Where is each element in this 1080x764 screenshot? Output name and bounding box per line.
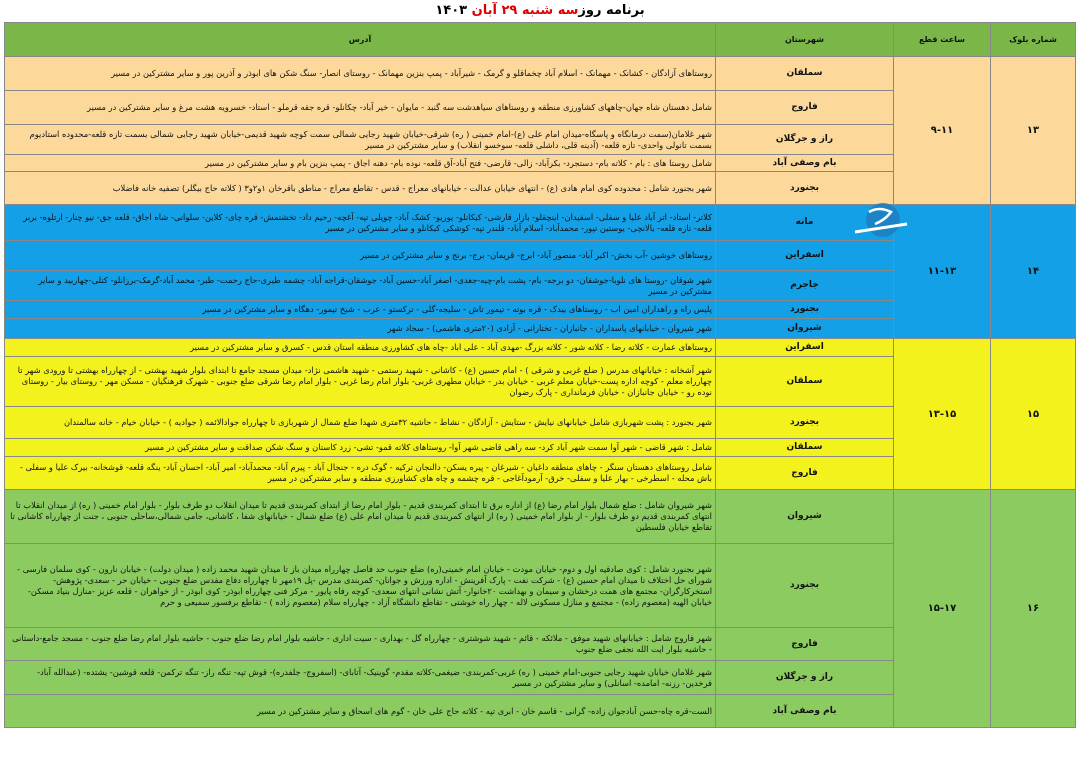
header-row bbox=[5, 23, 1076, 57]
block-number: ۱۳ bbox=[991, 57, 1076, 205]
outage-time: ۱۵-۱۷ bbox=[894, 490, 991, 728]
address-cell: روستاهای خوشین -آب بخش- اکبر آباد- منصور آباد- ابرج- قریمان- برج- برنج و سایر مشترکین در مسیر bbox=[5, 241, 716, 271]
address-cell: روستاهای عمارت - کلاته رضا - کلاته شور - کلاته بزرگ -مهدی آباد - علی اباد -چاه های کشاورزی منطقه استان قدس - کسرق و سایر مشترکین در مسیر bbox=[5, 339, 716, 357]
county-cell: بجنورد bbox=[716, 172, 894, 205]
address-cell: شهر شیروان شامل : ضلع شمال بلوار امام رضا (ع) از اداره برق تا ابتدای کمربندی قدیم - بلوار امام رضا از ابتدای کمربندی قدیم تا میدان انقلاب دو طرف بلوار - بلوار امام خمینی ( ره) از میدان انقلاب تا انتهای کمربندی قدیم دو طرف بلوار - از بلوار امام خمینی ( ره) از انتهای کمربندی قدیم تا میدان امام علی (ع) ضلع شمال - خیابانهای شفا ، کاشانی، جامی شمالی،ساحلی جنوبی ، جنت از چهارراه کاشانی تا تقاطع خیابان فلسطین bbox=[5, 490, 716, 544]
county-cell: بجنورد bbox=[716, 407, 894, 439]
address-cell: شامل روستاهای دهستان سنگر - چاهای منطقه داغیان - شیرغان - پیره یسکن- دالنجان ترکیه - گوک دره - جنجال آباد - پیرم آباد- محمدآباد- امیر آباد- احسان آباد- ینگه قلعه- قوشخانه- بیرک علیا و سفلی - باش محله - اسطرخی - بهار علیا و سفلی- خرق- آرمودآغاجی - قره چشمه و چاه های کشاورزی منطقه و سایر مشترکین در مسیر bbox=[5, 457, 716, 490]
county-cell: بام وصفی آباد bbox=[716, 695, 894, 728]
block-number: ۱۴ bbox=[991, 205, 1076, 339]
address-cell: کلاتر- استاد- اتر آباد علیا و سفلی- اسفیدان- اینچقلو- بازار قارشی- کیکانلو- یوریو- کشک آباد- چویلی تپه- آغچه- رحیم داد- تخشتمش- قره چای- کلاین- سلوانی- شاه اجاق- قلعه جق- نیو چنار- ارتلوه- بربر قلعه- تازه قلعه- یالانچی- یوستین تپور- محمدآباد- اسلام آباد- قلندر تپه- کوشکی کیکانلو و سایر مشترکین در مسیر bbox=[5, 205, 716, 241]
address-cell: الست-قره چاه-حسن آبادجوان زاده- گرانی - قاسم خان - ابری تپه - کلاته حاج علی خان - گوم های اسحاق و سایر مشترکین در مسیر bbox=[5, 695, 716, 728]
address-cell: شهر شوقان -روستا های نلوبا-جوشقان- دو برجه- بام- پشت بام-چیه-جغدی- اصغر آباد-حسین آباد- جوشقان-قراجه آباد- چشمه طیری-حاج رحمت- طبر- محمد آباد-گرمک-برزانلو- کتلی-چهاربید و سایر مشترکین در مسیر bbox=[5, 271, 716, 301]
title-year: ۱۴۰۳ bbox=[435, 3, 468, 18]
table-row bbox=[5, 339, 1076, 357]
block-number: ۱۶ bbox=[991, 490, 1076, 728]
news-logo bbox=[851, 198, 911, 246]
table-row bbox=[5, 57, 1076, 91]
outage-time: ۱۱-۱۳ bbox=[894, 205, 991, 339]
county-cell: شیروان bbox=[716, 319, 894, 339]
address-cell: شامل روستا های : بام - کلاته بام- دستجرد- بکرآباد- زالی- قارضی- فتح آباد-آق قلعه- نوده بام- دهنه اجاق - پمپ بنزین بام و سایر مشترکین در مسیر bbox=[5, 155, 716, 172]
county-cell: فاروج bbox=[716, 91, 894, 125]
title-prefix: برنامه روز bbox=[578, 3, 645, 18]
address-cell: شهر غلامان(سمت درمانگاه و پاسگاه-میدان امام علی (ع)-امام خمینی ( ره) شرقی-خیابان شهید رجایی شمالی سمت کوچه شهید قدیمی-خیابان شهید رجایی شمالی بسمت تازه قلعه-محدوده استادیوم بسمت تانولی واحدی- تازه قلعه- (آدینه قلی، داشلی قلعه- سوخسو انقلاب) و سایر مشترکین در مسیر bbox=[5, 125, 716, 155]
header-county: شهرستان bbox=[716, 23, 894, 57]
address-cell: شهر بجنورد شامل : کوی صادقیه اول و دوم- خیابان مودت - خیابان امام خمینی(ره) ضلع جنوب حد فاصل چهارراه میدان باز تا میدان شهید محمد زاده ( میدان دولت) - خیابان نارون - کوی سلمان فارسی - شورای حل اختلاف تا میدان امام حسین (ع) - شرکت نفت - پارک آفرینش - اداره ورزش و جوانان- کمربندی مدرس -پل ۱۹مهر تا چهارراه دفاع مقدس ضلع جنوبی - خیابان حر - سعدی- پژوهش- استخرکارگران- مجتمع های همت درخشان و سیمان و بهداشت ۲۰خانوار- آتش نشانی انتهای سعدی- کوچه رفاه پایور - مرکز فنی چهارراه ابوذر- کوی ابوذر - از خواهران - قلعه عزیز -منازل بنیاد مسکن- خیابان الهیه (معصوم زاده) - مجتمع و منازل مسکونی لاله - چهار راه خوشتی - تقاطع دانشگاه آزاد - چهارراه سلام (معصوم زاده ) - تقاطع برفسور سمیعی و حرم bbox=[5, 544, 716, 628]
county-cell: سملقان bbox=[716, 357, 894, 407]
county-cell: راز و جرگلان bbox=[716, 661, 894, 695]
address-cell: شهر بجنورد : پشت شهربازی شامل خیابانهای نیایش - ستایش - آزادگان - نشاط - حاشیه ۳۲متری شهدا ضلع شمال از شهربازی تا چهارراه جوادالائمه ( جوادیه ) - خیابان خیام - خانه سالمندان bbox=[5, 407, 716, 439]
header-time: ساعت قطع bbox=[894, 23, 991, 57]
county-cell: راز و جرگلان bbox=[716, 125, 894, 155]
county-cell: بجنورد bbox=[716, 301, 894, 319]
county-cell: سملقان bbox=[716, 439, 894, 457]
address-cell: شهر بجنورد شامل : محدوده کوی امام هادی (ع) - انتهای خیابان عدالت - خیابانهای معراج - قدس - تقاطع معراج - مناطق باقرخان ۱و۲و۳ ( کلاته حاج بیگلر) تصفیه خانه فاضلاب bbox=[5, 172, 716, 205]
county-cell: سملقان bbox=[716, 57, 894, 91]
block-number: ۱۵ bbox=[991, 339, 1076, 490]
title-day: سه شنبه ۲۹ آبان bbox=[471, 3, 579, 18]
county-cell: فاروج bbox=[716, 628, 894, 661]
address-cell: روستاهای آزادگان - کشانک - مهمانک - اسلام آباد چخماقلو و گرمک - شیرآباد - پمپ بنزین مهمانک - روستای انصار- سنگ شکن های ابوذر و آذرین پور و سایر مشترکین در مسیر bbox=[5, 57, 716, 91]
county-cell: بام وصفی آباد bbox=[716, 155, 894, 172]
address-cell: شهر شیروان - خیابانهای پاسداران - جانبازان - تختارانی - آزادی (۲۰متری هاشمی) - سجاد شهر bbox=[5, 319, 716, 339]
county-cell: مانه bbox=[716, 205, 894, 241]
county-cell: جاجرم bbox=[716, 271, 894, 301]
address-cell: شهر غلامان خیابان شهید رجایی جنوبی-امام خمینی ( ره) غربی-کمربندی- ضیغمی-کلاته مقدم- گوینیک- آتابای- (اسفروج- جلفدره)- قوش تپه- تنگه راز- تنگه ترکمن- قلعه قوشین- یشتده- (عبدالله آباد- فرخدین- رزنه- امامده- اسانلی) و سایر مشترکین در مسیر bbox=[5, 661, 716, 695]
header-address: آدرس bbox=[5, 23, 716, 57]
schedule-table bbox=[4, 22, 1076, 728]
address-cell: شامل دهستان شاه جهان-چاههای کشاورزی منطقه و روستاهای سیاهدشت سه گنبد - مایوان - خیر آباد- چکانلو- قره جقه قرملو - استاد- خسرویه هشت مرغ و سایر مشترکین در مسیر bbox=[5, 91, 716, 125]
county-cell: اسفراین bbox=[716, 241, 894, 271]
county-cell: شیروان bbox=[716, 490, 894, 544]
header-block: شماره بلوک bbox=[991, 23, 1076, 57]
outage-time: ۱۳-۱۵ bbox=[894, 339, 991, 490]
county-cell: فاروج bbox=[716, 457, 894, 490]
county-cell: بجنورد bbox=[716, 544, 894, 628]
address-cell: شهر آشخانه : خیابانهای مدرس ( ضلع غربی و شرقی ) - امام حسین (ع) - کاشانی - شهید رستمی - شهید هاشمی نژاد- میدان مسجد جامع تا ابتدای بلوار شهید بهشتی - از چهارراه بهشتی تا ورودی شهر تا چهارراه معلم - کوچه اداره پست-خیابان معلم غربی - خیابان بدر - خیابان مطهری غربی- بلوار امام رضا غربی - بلوار امام رضا شرقی ضلع جنوبی - شهرک فرهنگیان - مسکن مهر - روستای بیار - روستای نوده رو - خیابان جانبازان - خیابان فرمانداری - پارک رضوان bbox=[5, 357, 716, 407]
table-row bbox=[5, 490, 1076, 544]
table-row bbox=[5, 205, 1076, 241]
page-title bbox=[0, 0, 1080, 22]
outage-time: ۹-۱۱ bbox=[894, 57, 991, 205]
address-cell: پلیس راه و راهداران امین اب - روستاهای بیدک - قره بوته - تیمور تاش - سلیجه-گلی - ترکستو - عرب - شیخ تیمور- دهگاه و سایر مشترکین در مسیر bbox=[5, 301, 716, 319]
address-cell: شهر فاروج شامل : خیابانهای شهید موفق - ملائکه - قائم - شهید شوشتری - چهارراه گل - بهداری - سیت اداری - حاشیه بلوار امام رضا ضلع جنوب - حاشیه بلوار امام رضا ضلع جنوب - مسجد جامع-داستانی - حاشیه بلوار ایت الله نجفی ضلع جنوب bbox=[5, 628, 716, 661]
county-cell: اسفراین bbox=[716, 339, 894, 357]
address-cell: شامل : شهر قاضی - شهر آوا سمت شهر آباد کرد- سه راهی قاضی شهر آوا- روستاهای کلاته قمو- تشی- زرد کاستان و سنگ شکن صداقت و سایر مشترکین در مسیر bbox=[5, 439, 716, 457]
